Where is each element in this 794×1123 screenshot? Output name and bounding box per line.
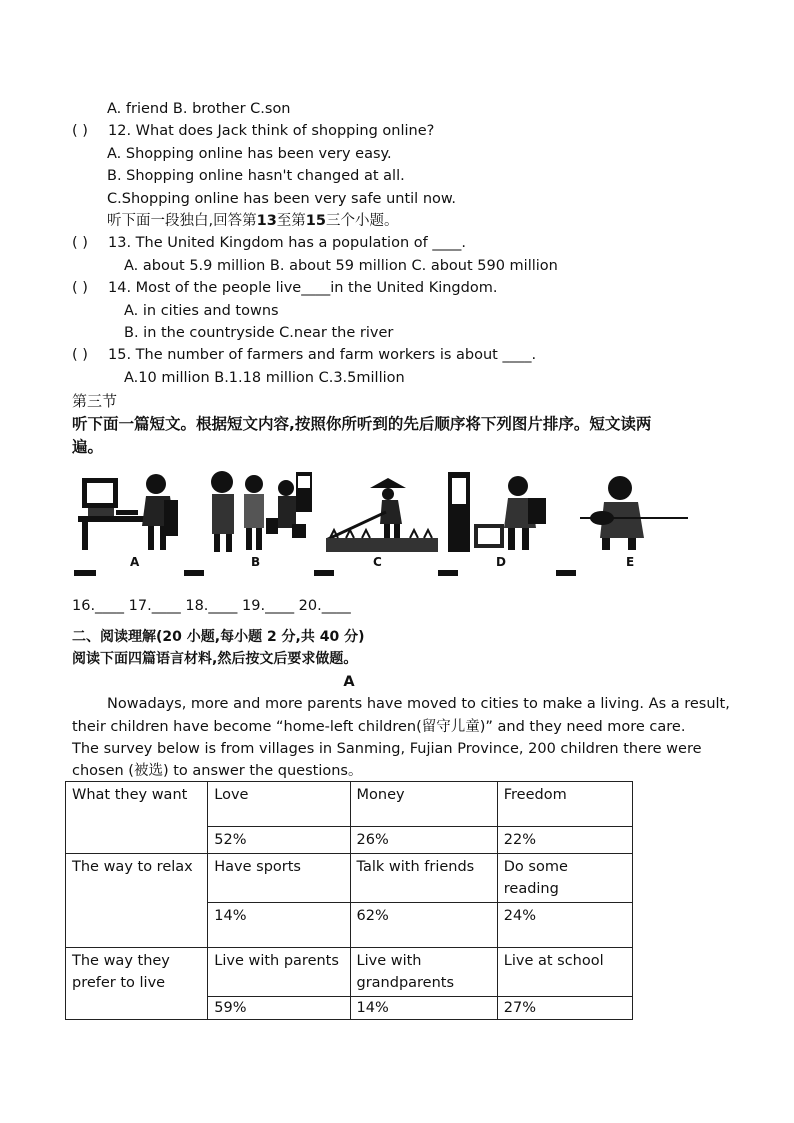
q12-option-c: C.Shopping online has been very safe until now. xyxy=(107,191,457,207)
part2-instruction: 阅读下面四篇语言材料,然后按文后要求做题。 xyxy=(72,651,358,667)
table-cell: 14% xyxy=(350,997,497,1020)
q11-options: A. friend B. brother C.son xyxy=(107,101,291,117)
q13-options: A. about 5.9 million B. about 59 million C. about 590 million xyxy=(124,258,558,274)
row-label-what-they-want: What they want xyxy=(66,782,208,854)
table-cell: 59% xyxy=(208,997,350,1020)
passage-line-3: The survey below is from villages in Sanming, Fujian Province, 200 children there were xyxy=(72,741,702,757)
table-cell: 52% xyxy=(208,827,350,854)
people-shopping-icon xyxy=(206,468,314,552)
q15-answer-paren[interactable]: ( ) xyxy=(72,347,88,363)
table-cell: 26% xyxy=(350,827,497,854)
q14-stem: 14. Most of the people live____in the United Kingdom. xyxy=(108,280,498,296)
student-with-luggage-icon xyxy=(448,468,552,552)
person-at-computer-icon xyxy=(78,468,182,552)
monologue-instruction-n2: 15 xyxy=(305,213,326,229)
farmer-working-field-icon xyxy=(326,468,438,552)
section3-instruction-line2: 遍。 xyxy=(72,438,104,456)
section3-title: 第三节 xyxy=(72,392,118,410)
table-row xyxy=(66,948,633,997)
table-cell: 22% xyxy=(497,827,632,854)
passage-letter: A xyxy=(343,674,355,690)
table-cell: Live with parents xyxy=(208,948,350,997)
table-cell: Have sports xyxy=(208,854,350,903)
picture-label-b: B xyxy=(251,555,261,569)
picture-label-d: D xyxy=(496,555,506,569)
cropped-number-row xyxy=(74,570,694,576)
table-cell: Freedom xyxy=(497,782,632,827)
table-cell: Money xyxy=(350,782,497,827)
table-cell: Love xyxy=(208,782,350,827)
q14-answer-paren[interactable]: ( ) xyxy=(72,280,88,296)
row-label-way-to-live: The way they prefer to live xyxy=(66,948,208,1020)
monologue-instruction xyxy=(107,211,398,231)
table-cell: 14% xyxy=(208,903,350,948)
picture-label-c: C xyxy=(373,555,382,569)
q13-stem: 13. The United Kingdom has a population of ____. xyxy=(108,235,466,251)
section3-instruction-line1: 听下面一篇短文。根据短文内容,按照你所听到的先后顺序将下列图片排序。短文读两 xyxy=(72,415,652,433)
table-cell: Talk with friends xyxy=(350,854,497,903)
table-cell: Do some reading xyxy=(497,854,632,903)
q14-option-a: A. in cities and towns xyxy=(124,303,279,319)
survey-table xyxy=(65,781,633,1020)
picture-label-e: E xyxy=(626,555,635,569)
monologue-instruction-part2: 至第 xyxy=(276,213,306,229)
q12-option-b: B. Shopping online hasn't changed at all. xyxy=(107,168,405,184)
q15-stem: 15. The number of farmers and farm workers is about ____. xyxy=(108,347,537,363)
q14-options-bc: B. in the countryside C.near the river xyxy=(124,325,394,341)
table-row xyxy=(66,782,633,827)
q12-answer-paren[interactable]: ( ) xyxy=(72,123,88,139)
table-cell: 27% xyxy=(497,997,632,1020)
monologue-instruction-n1: 13 xyxy=(256,213,277,229)
row-label-way-to-relax: The way to relax xyxy=(66,854,208,948)
picture-strip xyxy=(74,468,694,576)
table-cell: 62% xyxy=(350,903,497,948)
passage-line-1: Nowadays, more and more parents have moved to cities to make a living. As a result, xyxy=(107,696,730,712)
table-cell: Live at school xyxy=(497,948,632,997)
answer-blanks-16-20[interactable]: 16.____ 17.____ 18.____ 19.____ 20.____ xyxy=(72,598,351,614)
monologue-instruction-part1: 听下面一段独白,回答第 xyxy=(107,213,257,229)
q12-option-a: A. Shopping online has been very easy. xyxy=(107,146,392,162)
picture-label-a: A xyxy=(130,555,140,569)
part2-title: 二、阅读理解(20 小题,每小题 2 分,共 40 分) xyxy=(72,629,365,645)
passage-line-2: their children have become “home-left children(留守儿童)” and they need more care. xyxy=(72,719,686,735)
passage-line-4: chosen (被选) to answer the questions。 xyxy=(72,763,363,779)
q12-stem: 12. What does Jack think of shopping online? xyxy=(108,123,435,139)
table-cell: 24% xyxy=(497,903,632,948)
q13-answer-paren[interactable]: ( ) xyxy=(72,235,88,251)
q15-options: A.10 million B.1.18 million C.3.5million xyxy=(124,370,405,386)
monologue-instruction-part3: 三个小题。 xyxy=(325,213,399,229)
table-row xyxy=(66,854,633,903)
table-cell: Live with grandparents xyxy=(350,948,497,997)
person-playing-violin-icon xyxy=(572,468,690,552)
